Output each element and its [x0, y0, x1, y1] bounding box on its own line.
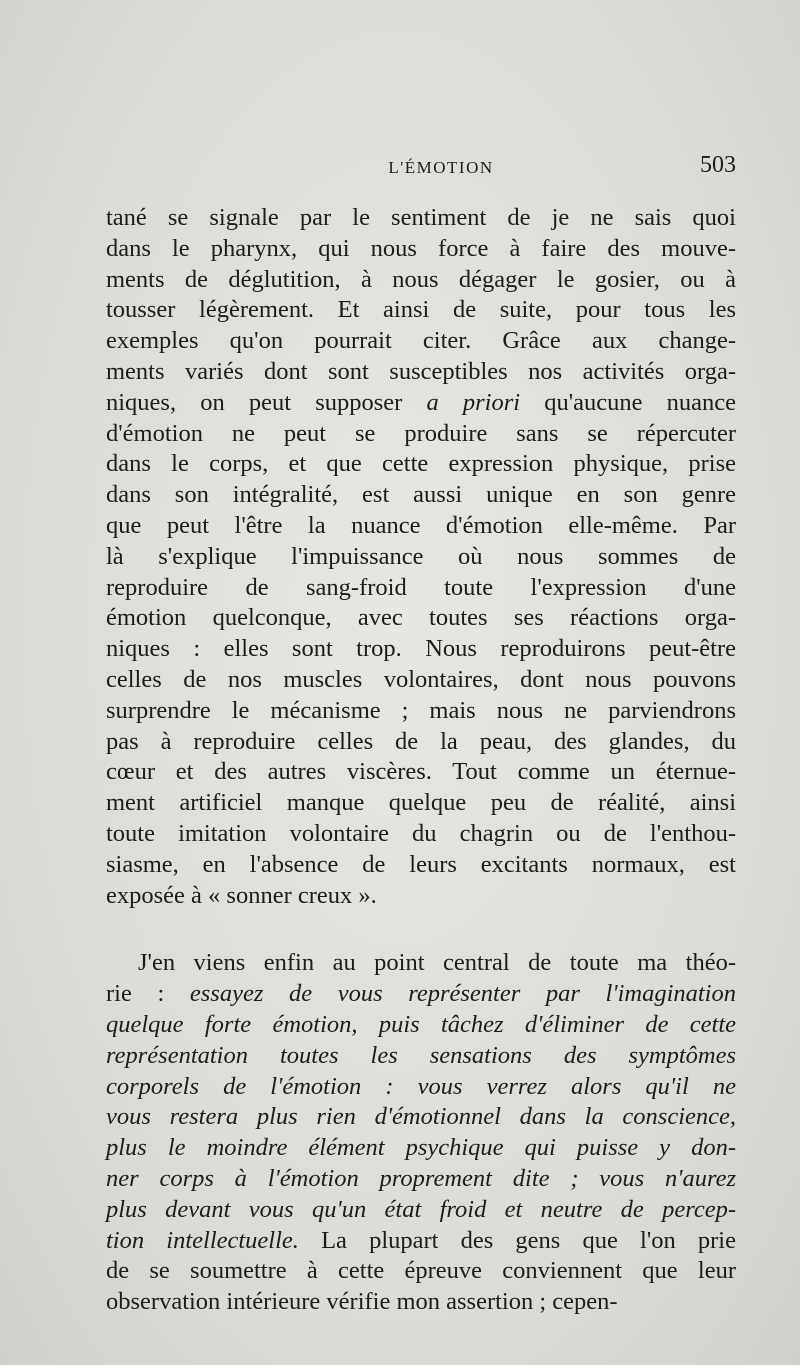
- body-text: [106, 203, 736, 1318]
- text-line: reproduire de sang-froid toute l'expression d'une: [106, 573, 736, 601]
- text-line: toute imitation volontaire du chagrin ou de l'enthou-: [106, 819, 736, 847]
- text-line: [106, 979, 736, 1010]
- italic-segment: tion intellectuelle.: [106, 1226, 299, 1254]
- roman-segment: qu'aucune nuance: [520, 388, 736, 416]
- paragraph-gap: [106, 911, 736, 948]
- italic-segment: a priori: [426, 388, 521, 416]
- italic-segment: représentation toutes les sensations des symptômes: [106, 1041, 736, 1069]
- text-line: surprendre le mécanisme ; mais nous ne parviendrons: [106, 696, 736, 724]
- text-line: exposée à « sonner creux ».: [106, 881, 377, 909]
- text-line: là s'explique l'impuissance où nous sommes de: [106, 542, 736, 570]
- italic-segment: plus le moindre élément psychique qui puisse y don-: [106, 1134, 736, 1162]
- text-line: émotion quelconque, avec toutes ses réactions orga-: [106, 604, 736, 632]
- text-line: siasme, en l'absence de leurs excitants normaux, est: [106, 850, 736, 878]
- text-line: dans le corps, et que cette expression physique, prise: [106, 450, 736, 478]
- text-line: que peut l'être la nuance d'émotion elle-même. Par: [106, 511, 736, 539]
- text-line: cœur et des autres viscères. Tout comme un éternue-: [106, 758, 736, 786]
- text-line: tané se signale par le sentiment de je ne sais quoi: [106, 204, 736, 231]
- roman-segment: La plupart des gens que l'on prie: [298, 1226, 736, 1254]
- text-line: [106, 1133, 736, 1164]
- running-head: L'ÉMOTION: [388, 158, 494, 177]
- text-line: d'émotion ne peut se produire sans se répercuter: [106, 419, 736, 447]
- text-line: [106, 1041, 736, 1072]
- roman-segment: rie :: [106, 980, 190, 1008]
- text-line: tousser légèrement. Et ainsi de suite, pour tous les: [106, 296, 736, 324]
- roman-segment: niques, on peut supposer: [106, 388, 427, 416]
- text-line: niques : elles sont trop. Nous reproduirons peut-être: [106, 635, 736, 663]
- italic-segment: quelque forte émotion, puis tâchez d'éliminer de cette: [106, 1010, 736, 1038]
- italic-segment: vous restera plus rien d'émotionnel dans la conscience,: [106, 1103, 736, 1131]
- italic-segment: corporels de l'émotion : vous verrez alors qu'il ne: [106, 1072, 736, 1100]
- text-line: J'en viens enfin au point central de toute ma théo-: [138, 949, 736, 977]
- text-line: celles de nos muscles volontaires, dont nous pouvons: [106, 665, 736, 693]
- paragraph-2: [106, 948, 736, 1318]
- italic-segment: ner corps à l'émotion proprement dite ; vous n'aurez: [106, 1164, 736, 1192]
- text-line: ment artificiel manque quelque peu de réalité, ainsi: [106, 789, 736, 817]
- text-line: de se soumettre à cette épreuve conviennent que leur: [106, 1257, 736, 1285]
- italic-segment: essayez de vous représenter par l'imagination: [189, 980, 736, 1008]
- italic-segment: plus devant vous qu'un état froid et neutre de percep-: [106, 1195, 736, 1223]
- text-line: observation intérieure vérifie mon assertion ; cepen-: [106, 1288, 618, 1316]
- text-line: exemples qu'on pourrait citer. Grâce aux change-: [106, 327, 736, 355]
- text-line: [106, 1010, 736, 1041]
- text-line: [106, 388, 736, 419]
- page-number: 503: [700, 152, 736, 178]
- text-line: [106, 1102, 736, 1133]
- text-line: dans le pharynx, qui nous force à faire des mouve-: [106, 234, 736, 262]
- text-line: [106, 1226, 736, 1257]
- paragraph-1: [106, 203, 736, 911]
- text-line: pas à reproduire celles de la peau, des glandes, du: [106, 727, 736, 755]
- text-line: [106, 1164, 736, 1195]
- text-line: [106, 1195, 736, 1226]
- text-line: dans son intégralité, est aussi unique en son genre: [106, 481, 736, 509]
- text-line: ments variés dont sont susceptibles nos activités orga-: [106, 357, 736, 385]
- text-line: ments de déglutition, à nous dégager le gosier, ou à: [106, 265, 736, 293]
- text-line: [106, 1072, 736, 1103]
- page-header: [106, 152, 736, 186]
